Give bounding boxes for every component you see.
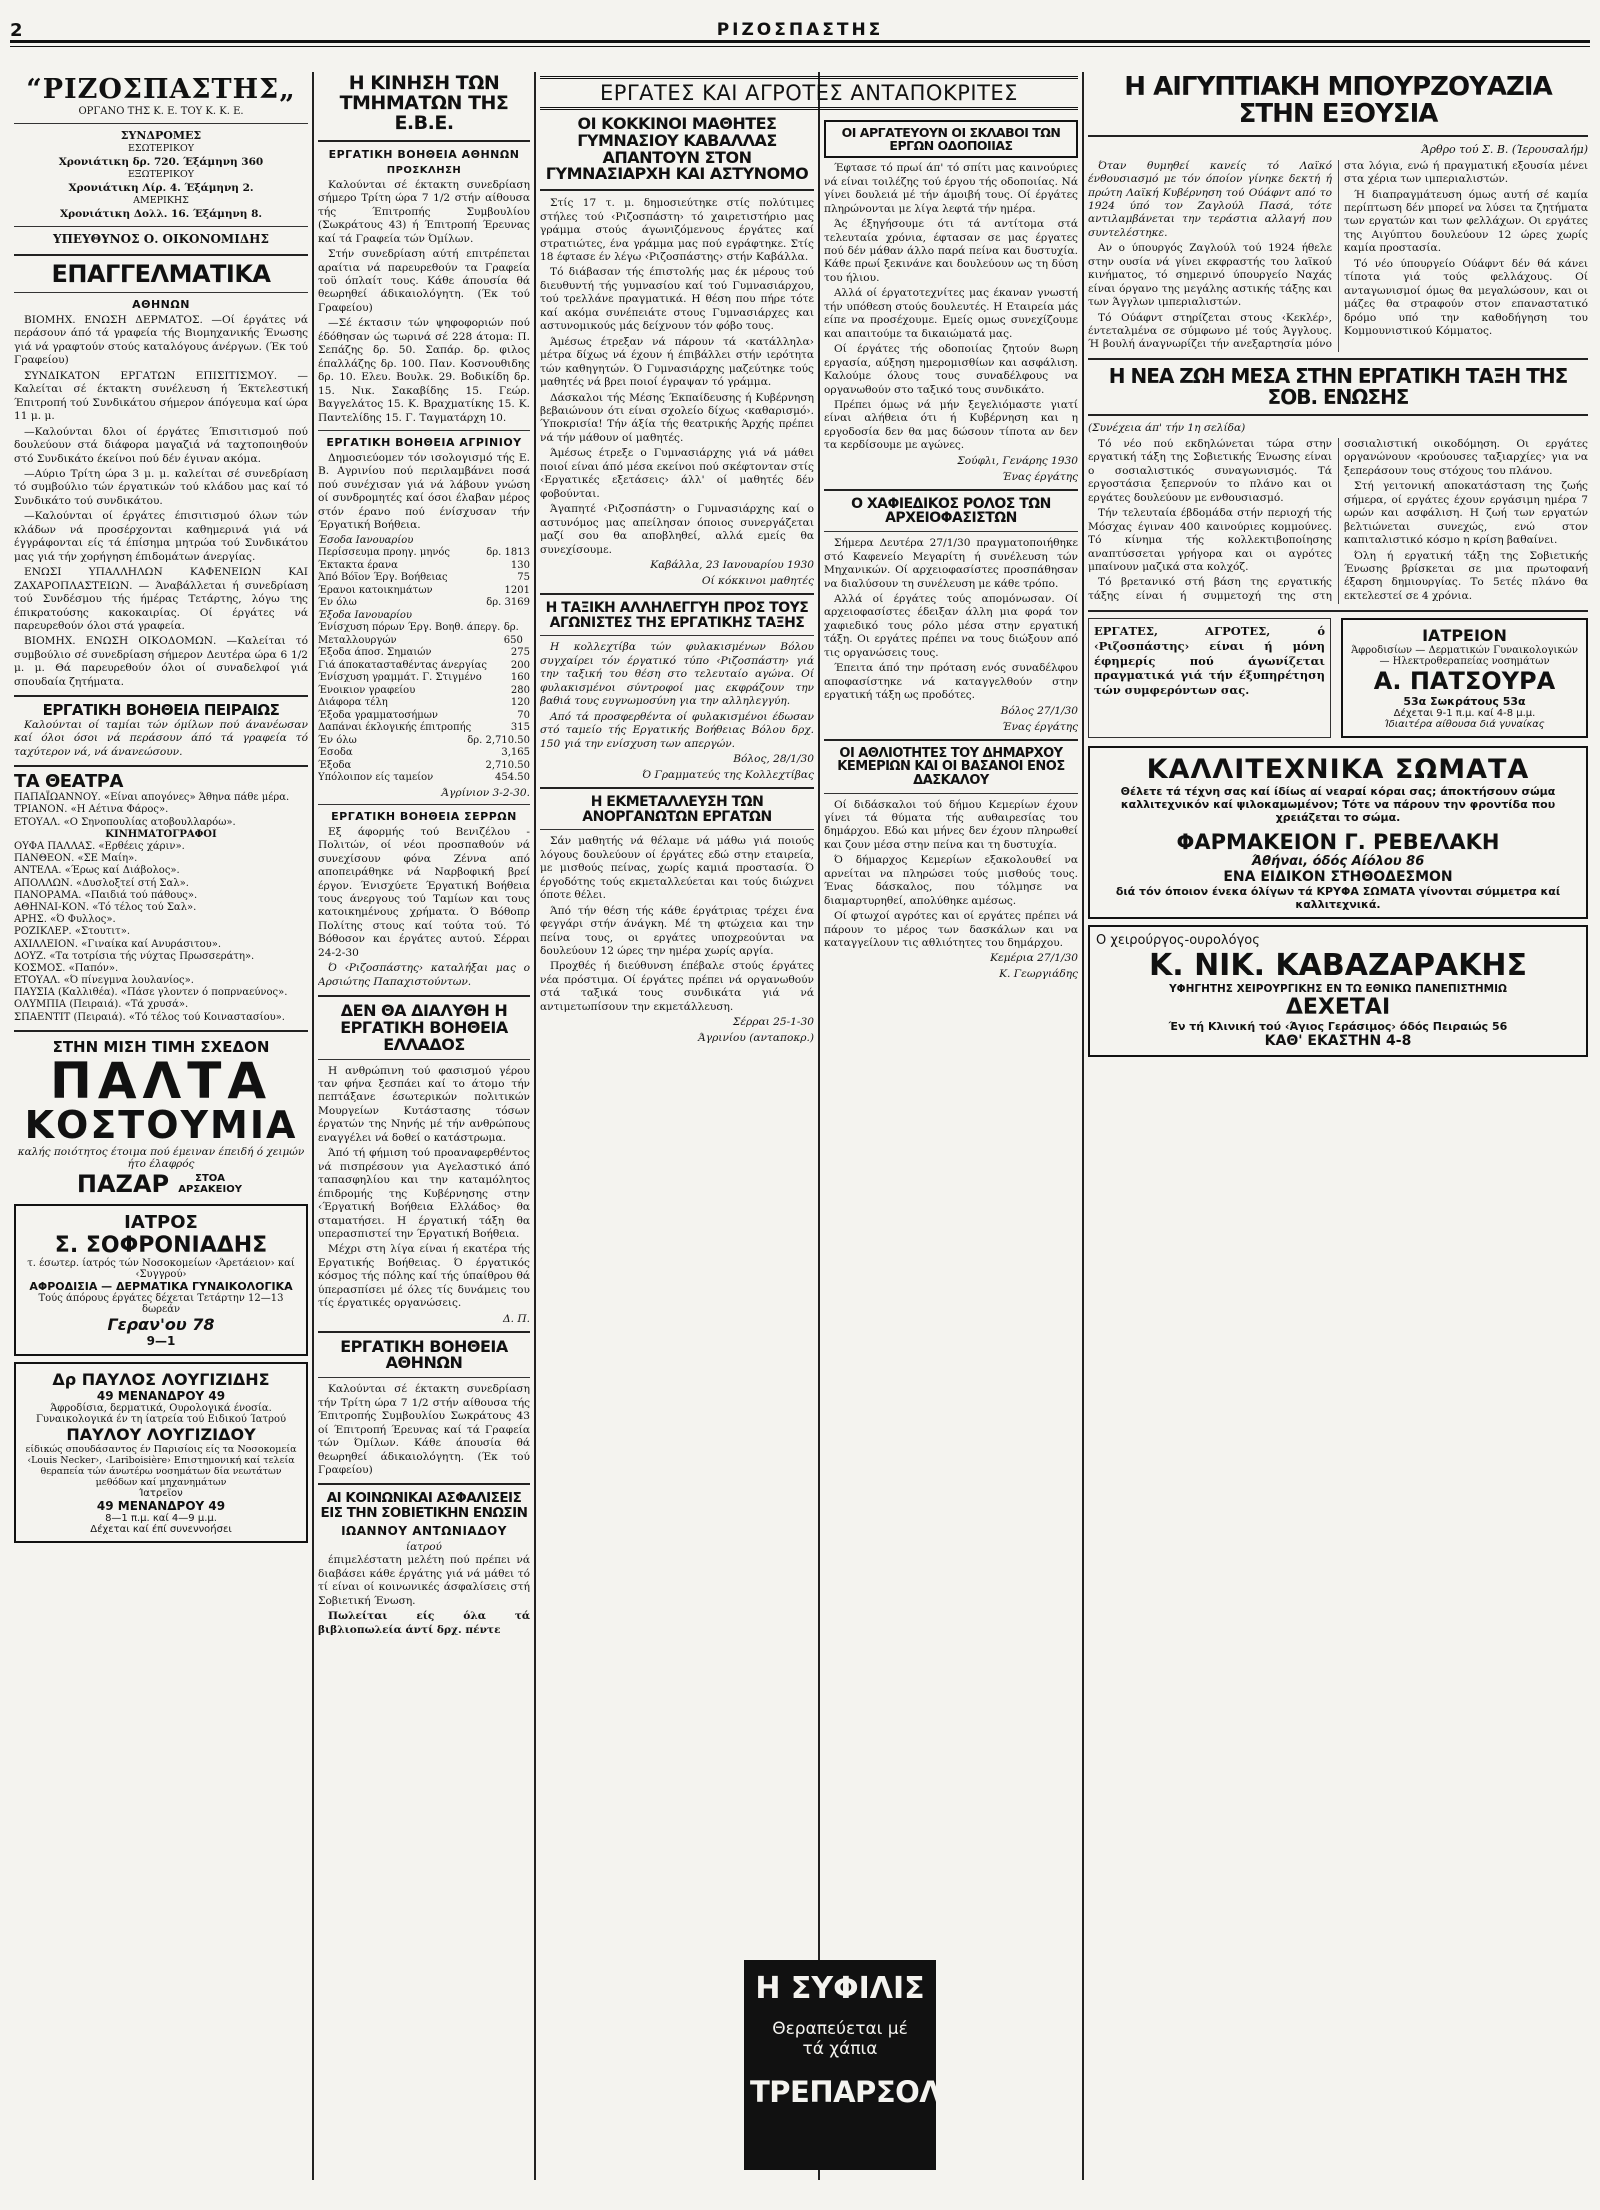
account-row bbox=[318, 772, 530, 785]
account-row bbox=[318, 610, 530, 623]
paragraph: Άπό τή φήμιση τού προαναφερθέντος νά πισπρέσουν για Αγελαστικό άπό ταπασφηλίου και την καταμόλητος έπιδρομής της Κυβέρνησης στην ‹Έργατική Βοήθεια Ελλάδος› θα σταματήσει. Η έργατική τάξη θα υπερασπιστεί την Έργατική Βοήθεια. bbox=[318, 1147, 530, 1240]
paragraph: Σάν μαθητής νά θέλαμε νά μάθω γιά ποιούς λόγους δουλεύουν οί έργάτες εδώ στην εταιρεία, με μισθούς πείνας, χωρίς καμιά προστασία. Ό έργοδότης τούς εκμεταλλεύεται και τούς διώχνει όποτε θέλει. bbox=[540, 835, 814, 902]
paragraph: —Καλούνται οί έργάτες έπισιτισμού όλων τών κλάδων νά προσέρχονται καθημερινά γιά νά έγγράφονται είς τά έπίσημα μητρώα τού Συνδικάτου μας γιά τήν χορήγηση έπιδομάτων άνεργίας. bbox=[14, 510, 308, 563]
surgeon-ad-title: Ο χειρούργος-ουρολόγος bbox=[1096, 933, 1260, 949]
article-heading: Η ΤΑΞΙΚΗ ΑΛΛΗΛΕΓΓΥΗ ΠΡΟΣ ΤΟΥΣ ΑΓΩΝΙΣΤΕΣ ΤΗΣ ΕΡΓΑΤΙΚΗΣ ΤΑΞΗΣ bbox=[545, 599, 809, 631]
doctor-ad-2-title: Δρ ΠΑΥΛΟΣ ΛΟΥΓΙΖΙΔΗΣ bbox=[52, 1369, 270, 1389]
account-label: Περίσσευμα προηγ. μηνός bbox=[318, 547, 451, 559]
paragraph: ΒΙΟΜΗΧ. ΕΝΩΣΗ ΔΕΡΜΑΤΟΣ. —Οί έργάτες νά περάσουν άπό τά γραφεία τής Βιομηχανικής Ένωσης γιά νά γραφτούν στούς καταλόγους άνέργων. (Έκ τού Γραφείου) bbox=[14, 314, 308, 367]
account-value: 130 bbox=[510, 559, 530, 571]
continued-note: (Συνέχεια άπ' τήν 1η σελίδα) bbox=[1088, 421, 1246, 434]
suits-ad bbox=[14, 1038, 308, 1198]
surgeon-ad-desc: ΥΦΗΓΗΤΗΣ ΧΕΙΡΟΥΡΓΙΚΗΣ ΕΝ ΤΩ ΕΘΝΙΚΩ ΠΑΝΕΠΙΣΤΗΜΙΩ bbox=[1169, 983, 1507, 996]
piraeus-text: Καλούνται οί ταμίαι τών όμίλων πού άνανέωσαν καί όλοι όσοι νά περάσουν άπό τά γραφεία τό ταχύτερον νά, νά άνανεώσουν. bbox=[14, 719, 308, 758]
theatre-item: ΑΝΤΕΛΑ. «Έρως καί Διάβολος». bbox=[14, 865, 180, 877]
signature: Ένας έργάτης bbox=[1002, 470, 1078, 483]
theatre-item: ΟΥΦΑ ΠΑΛΛΑΣ. «Ερθέεις χάριν». bbox=[14, 841, 185, 853]
article-heading: ΟΙ ΑΘΛΙΟΤΗΤΕΣ ΤΟΥ ΔΗΜΑΡΧΟΥ ΚΕΜΕΡΙΩΝ ΚΑΙ ΟΙ ΒΑΣΑΝΟΙ ΕΝΟΣ ΔΑΣΚΑΛΟΥ bbox=[837, 745, 1065, 788]
account-value: 315 bbox=[510, 722, 530, 734]
corsets-ad-product-desc: διά τόν όποιον ένεκα όλίγων τά ΚΡΥΦΑ ΣΩΜΑΤΑ γίνονται σύμμετρα καί καλλιτεχνικά. bbox=[1115, 885, 1561, 912]
article-heading: ΔΕΝ ΘΑ ΔΙΑΛΥΘΗ Η ΕΡΓΑΤΙΚΗ ΒΟΗΘΕΙΑ ΕΛΛΑΔΟΣ bbox=[340, 1001, 508, 1054]
notice-box bbox=[1088, 618, 1331, 738]
doctor-ad-1-desc: τ. έσωτερ. ίατρός τών Νοσοκομείων ‹Άρετάειον› καί ‹Συγγρού› bbox=[27, 1257, 295, 1280]
column-5 bbox=[1088, 74, 1588, 2182]
paper-logo: “ΡΙΖΟΣΠΑΣΤΗΣ„ bbox=[26, 74, 296, 105]
subscriptions-title: ΣΥΝΔΡΟΜΕΣ bbox=[120, 129, 202, 142]
corsets-ad-title: ΚΑΛΛΙΤΕΧΝΙΚΑ ΣΩΜΑΤΑ bbox=[1146, 754, 1530, 786]
suits-ad-store-sub: ΣΤΟΑ ΑΡΣΑΚΕΙΟΥ bbox=[178, 1172, 242, 1195]
account-row bbox=[318, 622, 530, 647]
doctor-ad-1-address: Γεραν'ου 78 bbox=[107, 1314, 215, 1334]
signature: Κεμέρια 27/1/30 bbox=[990, 952, 1078, 965]
article-heading: ΟΙ ΚΟΚΚΙΝΟΙ ΜΑΘΗΤΕΣ ΓΥΜΝΑΣΙΟΥ ΚΑΒΑΛΛΑΣ ΑΠΑΝΤΟΥΝ ΣΤΟΝ ΓΥΜΝΑΣΙΑΡΧΗ ΚΑΙ ΑΣΤΥΝΟΜΟ bbox=[545, 116, 809, 184]
doctor-ad-2-hours-label: Ίατρεϊον bbox=[139, 1487, 183, 1499]
article-heading: ΕΡΓΑΤΙΚΗ ΒΟΗΘΕΙΑ ΑΘΗΝΩΝ bbox=[340, 1336, 508, 1373]
account-label: Ένίσχυση πόρων Έργ. Βοηθ. άπεργ. Μεταλλουργών bbox=[318, 622, 501, 646]
clinic-ad-desc: Άφροδισίων — Δερματικών Γυναικολογικών — Ηλεκτροθεραπείας νοσημάτων bbox=[1351, 645, 1578, 668]
doctor-ad-1-hours2: 9—1 bbox=[146, 1333, 176, 1348]
signature: Βόλος 27/1/30 bbox=[1000, 704, 1078, 717]
column-rule bbox=[312, 72, 314, 2180]
paragraph: —Αύριο Τρίτη ώρα 3 μ. μ. καλείται σέ συνεδρίαση τό συμβούλιο τών έργατικών τού κλάδου μας καί τό Συνδικάτο τού συνδικάτου. bbox=[14, 468, 308, 507]
paragraph: Μέχρι στη λίγα είναι ή εκατέρα τής Εργατικής Βοήθειας. Ό έργατικός κόσμος τής πόλης καί τής ύπαίθρου θά ύπερασπίσει μέ όλες τίς δυνάμεις του τίς έργατικές οργανώσεις. bbox=[318, 1243, 530, 1310]
paragraph: ΕΝΩΣΙ ΥΠΑΛΛΗΛΩΝ ΚΑΦΕΝΕΙΩΝ ΚΑΙ ΖΑΧΑΡΟΠΛΑΣΤΕΙΩΝ. — Άναβάλλεται ή συνεδρίαση τού Συνδέσμου τής ήμέρας Τετάρτης, λόγω της έπικρατούσης κακοκαιρίας. Οί έργάτες νά παρευρεθούν όλοι στά γραφεία. bbox=[14, 566, 308, 632]
doctor-ad-2-name2: ΠΑΥΛΟΥ ΛΟΥΓΙΖΙΔΟΥ bbox=[66, 1424, 256, 1444]
article-heading: Η ΑΙΓΥΠΤΙΑΚΗ ΜΠΟΥΡΖΟΥΑΖΙΑ ΣΤΗΝ ΕΞΟΥΣΙΑ bbox=[1124, 74, 1552, 130]
paragraph: Αλλά οί έργάτες τούς απομόνωσαν. Οί αρχειοφασίστες έδειξαν άλλη μια φορά τον χαφιεδικό τους ρόλο μέσα στην εργατική τάξη. Οι εργάτες πρέπει να τους διώξουν από τις οργανώσεις τους. bbox=[824, 592, 1078, 659]
signature: Ένας έργάτης bbox=[1002, 720, 1078, 733]
paragraph: Σήμερα Δευτέρα 27/1/30 πραγματοποιήθηκε στό Καφενείο Μεγαρίτη ή συνέλευση τών Μηχανικών. Οί αρχειοφασίστες προσπάθησαν να διαλύσουν τη συνέλευση με κάθε τρόπο. bbox=[824, 537, 1078, 590]
signature: Άγρίνιον 3-2-30. bbox=[441, 786, 530, 799]
subscription-line: ΑΜΕΡΙΚΗΣ bbox=[133, 195, 189, 207]
theatre-item: ΚΟΣΜΟΣ. «Παπόν». bbox=[14, 962, 119, 974]
corsets-ad-pharmacy: ΦΑΡΜΑΚΕΙΟΝ Γ. ΡΕΒΕΛΑΚΗ bbox=[1176, 830, 1500, 855]
paragraph: Άς έξηγήσουμε ότι τά αντίτομα στά τελευταία χρόνια, έφτασαν σε μας έργατες πού δέν μάθαν άλλο παρά πείνα και δυστυχία. Κάθε πρωί ξεκινάνε και δουλεύουν ως τη δύση του ήλιου. bbox=[824, 218, 1078, 284]
theatre-item: ΑΡΗΣ. «Ό Φυλλος». bbox=[14, 914, 116, 926]
account-row bbox=[318, 647, 530, 660]
paragraph: Από τά προσφερθέντα οί φυλακισμένοι έδωσαν στό ταμείο τής Εργατικής Βοήθειας Βόλου δρχ. 150 γιά την ενίσχυση των απεργών. bbox=[540, 710, 814, 750]
section-kicker: ΕΡΓΑΤΙΚΗ ΒΟΗΘΕΙΑ ΑΘΗΝΩΝ bbox=[328, 147, 520, 161]
account-label: Δαπάναι έκλογικής έπιτροπής bbox=[318, 722, 472, 734]
masthead bbox=[10, 10, 1590, 64]
account-value: 75 bbox=[517, 572, 530, 584]
paragraph: Η ανθρώπινη τού φασισμού γέρου ταν φήνα ξεσπάει καί το άτομο τήν πεπτάξανε έσωτερικών πολιτικών Μουργείων Κυτάστασης τόσων έργατών της Νηνής μέ τήν ανθρώπους εναγγέλει νά δοθεί ο κατάστρωμα. bbox=[318, 1064, 530, 1144]
signature: Καβάλλα, 23 Ιανουαρίου 1930 bbox=[650, 558, 814, 571]
account-label: Άπό Βόϊον Έργ. Βοήθειας bbox=[318, 572, 448, 584]
clinic-ad bbox=[1341, 618, 1588, 738]
theatre-item: ΠΑΥΣΙΑ (Καλλιθέα). «Πάσε γλοντεν ό ποπρναεύνος». bbox=[14, 987, 288, 999]
suits-ad-line2: ΠΑΛΤΑ bbox=[49, 1051, 273, 1110]
editor-line: ΥΠΕΥΘΥΝΟΣ Ο. ΟΙΚΟΝΟΜΙΔΗΣ bbox=[53, 232, 269, 247]
account-label: Διάφορα τέλη bbox=[318, 697, 388, 709]
article-heading: ΑΙ ΚΟΙΝΩΝΙΚΑΙ ΑΣΦΑΛΙΣΕΙΣ ΕΙΣ ΤΗΝ ΣΟΒΙΕΤΙΚΗΝ ΕΝΩΣΙΝ bbox=[320, 1490, 528, 1521]
paragraph: Η κολλεχτίβα τών φυλακισμένων Βόλου συγχαίρει τόν έργατικό τύπο ‹Ριζοσπάστη› γιά την ταξική του θέση στο τελευταίο αγώνα. Οί φυλακισμένοι σύντροφοί μας εκφράζουν την βαθιά τους ευγνωμοσύνη για την αλληλεγγύη. bbox=[540, 641, 814, 708]
account-value: 120 bbox=[510, 697, 530, 709]
account-label: Ένίσχυση γραμμάτ. Γ. Στιγμένο bbox=[318, 672, 482, 684]
column-rule bbox=[534, 72, 536, 2180]
article-heading: Ο ΧΑΦΙΕΔΙΚΟΣ ΡΟΛΟΣ ΤΩΝ ΑΡΧΕΙΟΦΑΣΙΣΤΩΝ bbox=[851, 495, 1051, 527]
account-value: δρ. 3169 bbox=[486, 597, 530, 609]
paragraph: Άμέσως έτρεξαν νά πάρουν τά ‹κατάλληλα› μέτρα δίχως νά έχουν ή έπιβάλλει στήν ιερότητα τών καθηγητών. Ό Γυμνασιάρχης μαζεύτηκε τούς μαθητές νά βρει ποιοί έγραψαν τό γράμμα. bbox=[540, 335, 814, 389]
page-number: 2 bbox=[10, 20, 23, 41]
theatre-item: ΔΟΥΖ. «Τα τοτρίσια τής νύχτας Πρωσσεράτη». bbox=[14, 950, 255, 962]
signature: Ό Γραμματεύς της Κολλεχτίβας bbox=[642, 768, 814, 781]
suits-ad-line3: ΚΟΣΤΟΥΜΙΑ bbox=[24, 1102, 298, 1147]
paragraph: Ό δήμαρχος Κεμερίων εξακολουθεί να αρνείται να πληρώσει τούς μισθούς τους. Ένας δάσκαλος, που τόλμησε να διαμαρτυρηθεί, απολύθηκε αμέσως. bbox=[824, 854, 1078, 907]
account-value: 2,710.50 bbox=[485, 759, 530, 771]
subscription-line: ΕΣΩΤΕΡΙΚΟΥ bbox=[127, 143, 195, 155]
surgeon-ad-receives: ΔΕΧΕΤΑΙ bbox=[1285, 995, 1391, 1021]
article-heading: Η ΝΕΑ ΖΩΗ ΜΕΣΑ ΣΤΗΝ ΕΡΓΑΤΙΚΗ ΤΑΞΗ ΤΗΣ ΣΟΒ. ΕΝΩΣΗΣ bbox=[1108, 363, 1568, 409]
paragraph: Τό νέο ύπουργείο Ούάφντ δέν θά κάνει τίποτα γιά τούς φελλάχους. Οί ανταγωνισμοί όμως θα μεγαλώσουν, και οι μάζες θα στραφούν στον επαναστατικό δρόμο υπό την καθοδήγηση του Κομμουνιστικού Κόμματος. bbox=[1344, 257, 1588, 338]
doctor-ad-1-specialty: ΑΦΡΟΔΙΣΙΑ — ΔΕΡΜΑΤΙΚΑ ΓΥΝΑΙΚΟΛΟΓΙΚΑ bbox=[29, 1279, 293, 1293]
theatre-item: ΤΡΙΑΝΟΝ. «Η Αέτινα Φάρος». bbox=[14, 804, 169, 816]
paragraph: —Καλούνται δλοι οί έργάτες Έπισιτισμού πού δουλεύουν στά διάφορα μαγαζιά νά ταχτοποιηθούν στό Συνδικάτο έκείνοι πού δέν έγιναν ακόμα. bbox=[14, 425, 308, 465]
account-label: Έν όλω bbox=[318, 597, 357, 609]
corsets-ad-address: Άθήναι, όδός Αίόλου 86 bbox=[1251, 854, 1425, 870]
paragraph: Στή γειτονική αποκατάσταση της ζωής σήμερα, οί εργάτες έχουν εργάσιμη ημέρα 7 ωρών και ασφάλιση. Η ζωή των εργατών βελτιώνεται συνεχώς, ενώ στον καπιταλιστικό κόσμο η κρίση βαθαίνει. bbox=[1344, 480, 1588, 547]
paragraph: Πρέπει όμως νά μήν ξεγελιόμαστε γιατί είναι αλήθεια ότι ή Κυβέρνηση και η εργοδοσία δεν θα μας δώσουν τίποτα αν δεν τα κερδίσουμε με αγώνες. bbox=[824, 398, 1078, 452]
signature: Κ. Γεωργιάδης bbox=[999, 968, 1078, 981]
account-value: 160 bbox=[510, 672, 530, 684]
clinic-ad-name: Α. ΠΑΤΣΟΥΡΑ bbox=[1373, 667, 1556, 696]
paragraph: Όλη ή εργατική τάξη της Σοβιετικής Ένωσης βρίσκεται σε μια πρωτοφανή έξαρση δημιουργίας. Το 5ετές πλάνο θα εκτελεστεί σε 4 χρόνια. bbox=[1344, 549, 1588, 602]
account-value: 3,165 bbox=[501, 747, 530, 759]
doctor-ad-2-hours: 49 ΜΕΝΑΝΔΡΟΥ 49 bbox=[96, 1498, 226, 1513]
account-label: Υπόλοιπον είς ταμείον bbox=[318, 772, 434, 784]
paragraph: Τό νέο πού εκδηλώνεται τώρα στην εργατική τάξη της Σοβιετικής Ένωσης είναι ο σοσιαλιστικός συναγωνισμός. Τά εργοστάσια ξεπερνούν το πλάνο και οι εργάτες δουλεύουν με ενθουσιασμό. bbox=[1088, 437, 1332, 504]
subscription-line: ΕΞΩΤΕΡΙΚΟΥ bbox=[127, 169, 195, 181]
paper-logo-sub: ΟΡΓΑΝΟ ΤΗΣ Κ. Ε. ΤΟΥ Κ. Κ. Ε. bbox=[78, 106, 244, 117]
paragraph: —Σέ έκτασιν τών ψηφοφοριών πού έδόθησαν ώς τωρινά σέ 228 άτομα: Π. Σεπάζης δρ. 50. Σαπάρ. δρ. φιλος έπαλλάζης δρ. 100. Παν. Κοσνουθιδης δρ. 10. Ελευ. Βουλκ. 29. Βοδικίδη δρ. 15. Νικ. Σακαβίδης 15. Γεώρ. Βαγγελάτος 15. Κ. Βραχματίκης 15. Κ. Παντελίδης 15. Γ. Ταγματάρχη 10. bbox=[318, 317, 530, 424]
doctor-ad-1-hours: Τούς άπόρους έργάτες δέχεται Τετάρτην 12—13 δωρεάν bbox=[38, 1292, 284, 1315]
paragraph: Στίς 17 τ. μ. δημοσιεύτηκε στίς πολύτιμες στήλες τού ‹Ριζοσπάστη› τό χαιρετιστήριο μας γράμμα στούς άγωνιζόμενους έργάτες καί στρατιώτες, ένα γράμμα μας πού εγράφτηκε. Στίς 18 έφτασε έν λέγω ‹Ριζοσπάστης› στήν Καβάλλα. bbox=[540, 197, 814, 263]
doctor-ad-1 bbox=[14, 1204, 308, 1356]
theatre-item: ΡΟΖΙΚΛΕΡ. «Στουτιτ». bbox=[14, 926, 131, 938]
subscription-line: Χρονιάτικη δρ. 720. Έξάμηνη 360 bbox=[58, 155, 264, 168]
paragraph: Έπειτα άπό την πρόταση ενός συναδέλφου αποφασίστηκε νά καταγγελθούν στην εργατική τάξη ως προδότες. bbox=[824, 662, 1078, 702]
paragraph: Τήν τελευταία έβδομάδα στήν περιοχή τής Μόσχας έγιναν 400 καινούριες κομμούνες. Τό κίνημα τής κολλεκτιβοποίησης αναπτύσσεται γρήγορα και οι αγρότες μπαίνουν μαζικά στα κολχόζ. bbox=[1088, 507, 1332, 574]
paragraph: Οί διδάσκαλοι τού δήμου Κεμερίων έχουν γίνει τά θύματα τής αυθαιρεσίας του δημάρχου. Εδώ και μήνες δεν έχουν πληρωθεί και ζουν μέσα στην πείνα και τη δυστυχία. bbox=[824, 798, 1078, 851]
article-headbox bbox=[824, 120, 1078, 158]
surgeon-ad bbox=[1088, 925, 1588, 1057]
paragraph: Καλούνται σέ έκτακτη συνεδρίαση σήμερο Τρίτη ώρα 7 1/2 στήν αίθουσα τής Έπιτροπής Συμβουλίου (Σωκράτους 43) ή Έπιτροπή Έρευνας καί τά Γραφεία τών Όμίλων. bbox=[318, 178, 530, 245]
piraeus-heading: ΕΡΓΑΤΙΚΗ ΒΟΗΘΕΙΑ ΠΕΙΡΑΙΩΣ bbox=[42, 701, 280, 720]
paragraph: Καλούνται σέ έκτακτη συνεδρίαση τήν Τρίτη ώρα 7 1/2 στήν αίθουσα τής Έπιτροπής Συμβουλίου Σωκράτους 43 οί Έπιτροπή Έρευνας καί τά Γραφεία τών Όμίλων. Κάθε άπουσία θά θεωρηθεί άδικαιολόγητη. (Έκ τού Γραφείου) bbox=[318, 1383, 530, 1476]
paragraph: Άγαπητέ ‹Ριζοσπάστη› ο Γυμνασιάρχης καί ο αστυνόμος μας απείλησαν όποιος συνεργάζεται μαζί σου θα αποβληθεί, αλλά εμείς θα συνεχίσουμε. bbox=[540, 503, 814, 556]
doctor-ad-1-name: Σ. ΣΟΦΡΟΝΙΑΔΗΣ bbox=[54, 1232, 268, 1258]
article-heading: Η ΚΙΝΗΣΗ ΤΩΝ ΤΜΗΜΑΤΩΝ ΤΗΣ Ε.Β.Ε. bbox=[339, 74, 509, 134]
notice-text: ΕΡΓΑΤΕΣ, ΑΓΡΟΤΕΣ, ό ‹Ριζοσπάστης› είναι ή μόνη έφημερίς πού άγωνίζεται πραγματικά γιά τήν έξυπηρέτηση τών συμφερόντων σας. bbox=[1094, 624, 1325, 697]
account-row bbox=[318, 722, 530, 735]
account-value: 280 bbox=[510, 684, 530, 696]
book-author-sub: ίατρού bbox=[406, 1540, 442, 1553]
paragraph: Προχθές ή διεύθυνση έπέβαλε στούς έργάτες νέα πρόστιμα. Οί έργάτες πρέπει νά οργανωθούν στά ταξικά τους συνδικάτα γιά νά αντιμετωπίσουν την εκμετάλλευση. bbox=[540, 960, 814, 1013]
account-row bbox=[318, 560, 530, 573]
theatre-item: ΟΛΥΜΠΙΑ (Πειραιά). «Τά χρυσά». bbox=[14, 999, 189, 1011]
syphilis-ad-line4: ΤΡΕΠΑΡΣΟΛ bbox=[750, 2075, 942, 2109]
clinic-ad-title: ΙΑΤΡΕΙΟΝ bbox=[1422, 626, 1507, 646]
paragraph: Δάσκαλοι τής Μέσης Έκπαίδευσης ή Κυβέρνηση βεβαιώνουν ότι είναι σχολείο δίχως ‹καθαρισμό›. Ύποκρισία! Τήν άξία τής θεατρικής Άρχής πρέπει νά τήν μάθουν οί μαθητές. bbox=[540, 391, 814, 444]
surgeon-ad-name: Κ. ΝΙΚ. ΚΑΒΑΖΑΡΑΚΗΣ bbox=[1148, 948, 1528, 984]
signature: Άγρινίου (ανταποκρ.) bbox=[698, 1032, 814, 1045]
signature: Σέρραι 25-1-30 bbox=[732, 1016, 814, 1029]
account-row bbox=[318, 597, 530, 610]
theatre-item: ΑΘΗΝΑΙ-ΚΟΝ. «Τό τέλος τού Σαλ». bbox=[14, 901, 197, 913]
paragraph: Άμέσως έτρεξε ο Γυμνασιάρχης γιά νά μάθει ποιοί είναι άπό μέσα εκείνοι πού σκέφτονταν στίς ‹Εργατικές εξετάσεις› άλλ' οί μαθητές δέν φοβούνται. bbox=[540, 447, 814, 500]
account-value: 70 bbox=[517, 709, 530, 721]
syphilis-ad-line1: Η ΣΥΦΙΛΙΣ bbox=[755, 1971, 925, 2006]
doctor-ad-2-desc: είδικώς σπουδάσαντος έν Παρισίοις είς τα Νοσοκομεία ‹Louis Necker›, ‹Lariboisière› Επιστημονική καί τελεία θεραπεία τών άνωτέρω νοσημάτων δία νεωτάτων μεθόδων καί μηχανημάτων bbox=[25, 1443, 297, 1488]
professional-body bbox=[14, 314, 308, 689]
suits-ad-line1: ΣΤΗΝ ΜΙΣΗ ΤΙΜΗ ΣΧΕΔΟΝ bbox=[52, 1037, 270, 1056]
signature: Σούφλι, Γενάρης 1930 bbox=[957, 454, 1078, 467]
paragraph: έπιμελέστατη μελέτη πού πρέπει νά διαβάσει κάθε έργάτης γιά νά μάθει τό τί είναι οί κοινωνικές άσφαλίσεις στή Σοβιετική Ένωση. bbox=[318, 1554, 530, 1607]
signature: Δ. Π. bbox=[503, 1312, 530, 1325]
syphilis-ad bbox=[744, 1960, 942, 2170]
accounts-table bbox=[318, 535, 530, 785]
theatre-item: ΕΤΟΥΑΛ. «Ό πίνεγμνα λουλανίος». bbox=[14, 975, 194, 987]
column-rule bbox=[818, 72, 820, 2180]
theatre-item: ΠΑΠΑΪΩΑΝΝΟΥ. «Είναι απογόνες» Άθηνα πάθε μέρα. bbox=[14, 792, 290, 804]
doctor-ad-2-address: 49 ΜΕΝΑΝΔΡΟΥ 49 bbox=[96, 1388, 226, 1403]
paper-title: ΡΙΖΟΣΠΑΣΤΗΣ bbox=[716, 20, 884, 40]
surgeon-ad-hours: ΚΑΘ' ΕΚΑΣΤΗΝ 4-8 bbox=[1264, 1033, 1412, 1050]
byline: Άρθρο τού Σ. Β. (Ίερουσαλήμ) bbox=[1421, 142, 1588, 156]
corsets-ad-product: ΕΝΑ ΕΙΔΙΚΟΝ ΣΤΗΘΟΔΕΣΜΟΝ bbox=[1223, 869, 1453, 886]
paragraph: Εξ άφορμής τού Βενιζέλου - Πολιτών, οί νέοι προσπαθούν νά συνεχίσουν φόνα Ζέννα από αποπειράθηκε νά Ναρβοφική βρεί έργον. Ένισχύετε Έργατική Βοήθεια τους άνεργους τού Ταμίων και τους κατοικημένους χρήματα. Ό Βόθοπρ Πολίτης στους καί τούτα τού. Τό Βόθοσον και έργάτες αυτού. Σέρραι 24-2-30 bbox=[318, 825, 530, 959]
account-row bbox=[318, 710, 530, 723]
account-value: δρ. 2,710.50 bbox=[467, 734, 530, 746]
suits-ad-store: ΠΑΖΑΡ bbox=[76, 1169, 170, 1198]
paragraph: Στήν συνεδρίαση αύτή επιτρέπεται αραίτια νά παρευρεθούν τα Γραφεία τοϋ όπλαίτ τους. Κάθε άπουσία θά θεωρηθεί άδικαιολόγητη. (Έκ τού Γραφείου) bbox=[318, 248, 530, 314]
account-row bbox=[318, 660, 530, 673]
corsets-ad bbox=[1088, 746, 1588, 919]
column-4 bbox=[824, 116, 1078, 2182]
paragraph: Ή διαπραγμάτευση όμως αυτή σέ καμία περίπτωση δέν μπορεί να λύσει τα ζητήματα των εργατών και των φελλάχων. Οι εργάτες της Αιγύπτου δουλεύουν 12 ώρες χωρίς καμία προστασία. bbox=[1344, 188, 1588, 255]
account-row bbox=[318, 585, 530, 598]
account-row bbox=[318, 672, 530, 685]
paragraph: Οί φτωχοί αγρότες και οί εργάτες πρέπει νά πάρουν το μέρος των δασκάλων και να καταγγείλουν τις αθλιότητες του δημάρχου. bbox=[824, 910, 1078, 950]
book-author: ΙΩΑΝΝΟΥ ΑΝΤΩΝΙΑΔΟΥ bbox=[341, 1523, 507, 1538]
account-value: 454.50 bbox=[495, 772, 530, 784]
paragraph: Αν ο ύπουργός Ζαγλούλ τού 1924 ήθελε στην ουσία νά γίνει εκφραστής του λαϊκού κινήματος, τό σημερινό ύπουργείο Ναχάς είναι όργανο της μεγάλης αστικής τάξης και των Άγγλων ιμπεριαλιστών. bbox=[1088, 242, 1332, 309]
doctor-ad-2-note: Δέχεται καί έπί συνεννοήσει bbox=[90, 1523, 232, 1535]
corsets-ad-text: Θέλετε τά τέχνη σας καί ίδίως αί νεαραί κόραι σας; άποκτήσουν σώμα καλλιτεχνικόν καί ψιλοκαμωμένον; Τότε να πάρουν την φροντίδα που χρειάζεται το σώμα. bbox=[1120, 785, 1556, 825]
doctor-ad-2-hours2: 8—1 π.μ. καί 4—9 μ.μ. bbox=[105, 1512, 217, 1524]
doctor-ad-1-title: ΙΑΤΡΟΣ bbox=[124, 1211, 198, 1233]
account-label: Έξοδα Ιανουαρίου bbox=[318, 609, 413, 621]
theatre-item: ΑΠΟΛΛΩΝ. «Δυσλοξτεί στή Σαλ». bbox=[14, 877, 189, 889]
paragraph: Έφτασε τό πρωί άπ' τό σπίτι μας καινούριες νά είναι τοιλέζης τού έργου τής οδοποιίας. Νά γίνει δουλειά μέ τήν άμοιβή τους. Οί έργάτες πληρώνονται με λίγα λεφτά τήν ημέρα. bbox=[824, 162, 1078, 215]
professional-heading: ΕΠΑΓΓΕΛΜΑΤΙΚΑ bbox=[51, 259, 271, 288]
paragraph: Δημοσιεύομεν τόν ισολογισμό τής Ε. Β. Αγρινίου πού περιλαμβάνει ποσά πού συνέχισαν γιά νά λάβουν γνώση οί συνδρομητές καί όσοι έλαβαν μέρος στόν έρανο πού ένίσχυσαν τήν Έργατική Βοήθεια. bbox=[318, 451, 530, 532]
section-kicker: ΕΡΓΑΤΙΚΗ ΒΟΗΘΕΙΑ ΣΕΡΡΩΝ bbox=[331, 809, 517, 823]
column-3 bbox=[540, 116, 814, 2182]
account-label: Έκτακτα έρανα bbox=[318, 559, 398, 571]
account-label: Γιά άποκατασταθέντας άνεργίας bbox=[318, 659, 488, 671]
theatre-item: ΑΧΙΛΛΕΙΟΝ. «Γιναίκα καί Ανυράσιτου». bbox=[14, 938, 221, 950]
account-value: 275 bbox=[510, 647, 530, 659]
column-rule bbox=[1082, 72, 1084, 2180]
account-value: δρ. 1813 bbox=[486, 547, 530, 559]
clinic-ad-note: Ίδιαιτέρα αίθουσα διά γυναίκας bbox=[1384, 719, 1545, 731]
account-row bbox=[318, 535, 530, 548]
theatre-item: ΕΤΟΥΑΛ. «Ο Σηνοπουλίας ατοβουλλαρόω». bbox=[14, 816, 236, 828]
correspondents-header bbox=[540, 76, 1078, 110]
account-label: Έν όλω bbox=[318, 734, 357, 746]
syphilis-ad-line3: τά χάπια bbox=[802, 2039, 878, 2059]
account-value: δρ. 650 bbox=[503, 622, 523, 646]
paragraph: Τό διάβασαν τής έπιστολής μας έκ μέρους τού διευθυντή τής γυμνασίου καί τού Γυμνασιάρχου, τού τρελλάνε πραγματικά. Η θέση που πήρε τότε καί ακόμα συνέπειάτε στους Γυμνασιάρχες και αστυνομικούς μάς δείχνουν τόν φόβο τους. bbox=[540, 266, 814, 333]
professional-sub: ΑΘΗΝΩΝ bbox=[132, 298, 190, 312]
syphilis-ad-line2: Θεραπεύεται μέ bbox=[772, 2019, 908, 2039]
surgeon-ad-where: Έν τή Κλινική τού ‹Άγιος Γεράσιμος› όδός Πειραιώς 56 bbox=[1168, 1020, 1508, 1034]
account-label: Έσοδα bbox=[318, 747, 353, 759]
clinic-ad-address: 53α Σωκράτους 53α bbox=[1403, 695, 1526, 709]
article-heading: Η ΕΚΜΕΤΑΛΛΕΥΣΗ ΤΩΝ ΑΝΟΡΓΑΝΩΤΩΝ ΕΡΓΑΤΩΝ bbox=[582, 793, 772, 825]
column-2 bbox=[318, 74, 530, 2182]
doctor-ad-2-specialty: Άφροδίσια, δερματικά, Ουρολογικά ένοσία. Γυναικολογικά έν τη ίατρεία τού Ειδικού Ίατρού bbox=[35, 1402, 287, 1425]
theatre-item: ΠΑΝΟΡΑΜΑ. «Παιδιά τού πάθους». bbox=[14, 889, 198, 901]
paragraph: ΣΥΝΔΙΚΑΤΟΝ ΕΡΓΑΤΩΝ ΕΠΙΣΙΤΙΣΜΟΥ. — Καλείται σέ έκτακτη συνέλευση ή Έκτελεστική Έπιτροπή τού Συνδικάτου σήμερον άπόγευμα καί ώρα 11 μ. μ. bbox=[14, 369, 308, 423]
account-row bbox=[318, 697, 530, 710]
correspondents-title: ΕΡΓΑΤΕΣ ΚΑΙ ΑΓΡΟΤΕΣ ΑΝΤΑΠΟΚΡΙΤΕΣ bbox=[600, 81, 1018, 105]
paragraph: Οί έργάτες τής οδοποιίας ζητούν 8ωρη εργασία, αύξηση ημερομισθίων και ασφάλιση. Καλούμε όλους τους συναδέλφους να οργανωθούν στο ταξικό τους συνδικάτο. bbox=[824, 343, 1078, 396]
account-label: Ένοικιον γραφείου bbox=[318, 684, 416, 696]
account-label: Έξοδα bbox=[318, 759, 352, 771]
doctor-ad-2 bbox=[14, 1362, 308, 1543]
account-label: Έξοδα γραμματοσήμων bbox=[318, 709, 438, 721]
theatres-list bbox=[14, 792, 308, 1024]
account-row bbox=[318, 572, 530, 585]
account-row bbox=[318, 735, 530, 748]
account-row bbox=[318, 547, 530, 560]
paragraph: Αλλά οί έργατοτεχνίτες μας έκαναν γνωστή τήν υπόθεση στούς δουλευτές. Η Εταιρεία μάς είπε να προσέχουμε. Εμείς ομως συνεχίζουμε και απαιτούμε τα δικαιώματά μας. bbox=[824, 287, 1078, 340]
paragraph: ΒΙΟΜΗΧ. ΕΝΩΣΗ ΟΙΚΟΔΟΜΩΝ. —Καλείται τό συμβούλιο σέ συνεδρίαση σήμερον Δευτέρα ώρα 6 1/2 μ. μ. Θά παρευρεθούν όλοι οί συναδελφοί γιά σπουδαία ζητήματα. bbox=[14, 635, 308, 688]
section-sub: ΠΡΟΣΚΛΗΣΗ bbox=[386, 164, 462, 176]
section-kicker: ΕΡΓΑΤΙΚΗ ΒΟΗΘΕΙΑ ΑΓΡΙΝΙΟΥ bbox=[326, 435, 522, 449]
paragraph: Τό βρετανικό στή βάση της εργατικής τάξης είναι ή συμμετοχή της στη σοσιαλιστική οικοδόμηση. Οι εργάτες οργανώνουν ‹κρούουσες ταξιαρχίες› για να ξεπεράσουν τους στόχους του πλάνου. bbox=[1088, 437, 1588, 602]
signature: Οί κόκκινοι μαθητές bbox=[701, 574, 814, 587]
paragraph: Όταν θυμηθεί κανείς τό Λαϊκό ένθουσιασμό με τόν όποίον γίνηκε δεκτή ή πρώτη Λαϊκή Κυβέρνηση τού Ούάφντ από το 1924 ύπό τον Ζαγλούλ Πασά, τότε αντιλαμβάνεται την τεράστια αλλαγή που συντελέστηκε. bbox=[1088, 159, 1332, 239]
clinic-ad-hours: Δέχεται 9-1 π.μ. καί 4-8 μ.μ. bbox=[1393, 708, 1536, 720]
suits-ad-note: καλής ποιότητος έτοιμα πού έμειναν έπειδή ό χειμών ήτο έλαφρός bbox=[17, 1145, 305, 1170]
paragraph: Τό Ούάφντ στηρίζεται στους ‹Κεκλέρ›, έντεταλμένα σε σύμφωνο μέ τούς Άγγλους. Ή βουλή άναγνωρίζει τήν ανεξαρτησία μόνο στα λόγια, ενώ ή πραγματική εξουσία μένει στα χέρια των ιμπεριαλιστών. bbox=[1088, 159, 1588, 351]
subscription-line: Χρονιάτικη Λίρ. 4. Έξάμηνη 2. bbox=[68, 181, 254, 194]
paragraph: Πωλείται είς όλα τά βιβλιοπωλεία άντί δρχ. πέντε bbox=[318, 1610, 530, 1636]
account-label: Έξοδα άποσ. Σημαιών bbox=[318, 647, 432, 659]
account-value: 200 bbox=[510, 659, 530, 671]
subscription-line: Χρονιάτικη Δολλ. 16. Έξάμηνη 8. bbox=[59, 207, 263, 220]
theatres-heading: ΤΑ ΘΕΑΤΡΑ bbox=[14, 771, 123, 793]
article-body bbox=[1088, 438, 1588, 604]
account-label: Έσοδα Ιανουαρίου bbox=[318, 534, 414, 546]
account-row bbox=[318, 685, 530, 698]
theatre-item: ΠΑΝΘΕΟΝ. «ΣΕ Μαίη». bbox=[14, 853, 138, 865]
account-label: Έρανοι κατοικημάτων bbox=[318, 584, 433, 596]
theatre-item: ΚΙΝΗΜΑΤΟΓΡΑΦΟΙ bbox=[105, 828, 217, 840]
account-row bbox=[318, 747, 530, 760]
column-1 bbox=[14, 74, 308, 2182]
article-body bbox=[1088, 160, 1588, 352]
account-row bbox=[318, 760, 530, 773]
signature: Βόλος, 28/1/30 bbox=[733, 752, 814, 765]
paragraph: Ό ‹Ριζοσπάστης› καταλήξαι μας ο Αρσιώτης Παπαχιστούντων. bbox=[318, 962, 530, 988]
paragraph: Άπό τήν θέση τής κάθε έργάτριας τρέχει ένα φεγγάρι στήν άνάγκη. Μέ τη φτώχεια και την πείνα τους, οι εργάτες υποχρεούνται να δουλεύουν 12 ώρες την ημέρα χωρίς αργία. bbox=[540, 904, 814, 957]
article-heading: ΟΙ ΑΡΓΑΤΕΥΟΥΝ ΟΙ ΣΚΛΑΒΟΙ ΤΩΝ ΕΡΓΩΝ ΟΔΟΠΟΙΙΑΣ bbox=[841, 125, 1061, 154]
account-value: 1201 bbox=[504, 584, 530, 596]
theatre-item: ΣΠΑΕΝΤΙΤ (Πειραιά). «Τό τέλος τού Κοιναστασίου». bbox=[14, 1011, 285, 1023]
